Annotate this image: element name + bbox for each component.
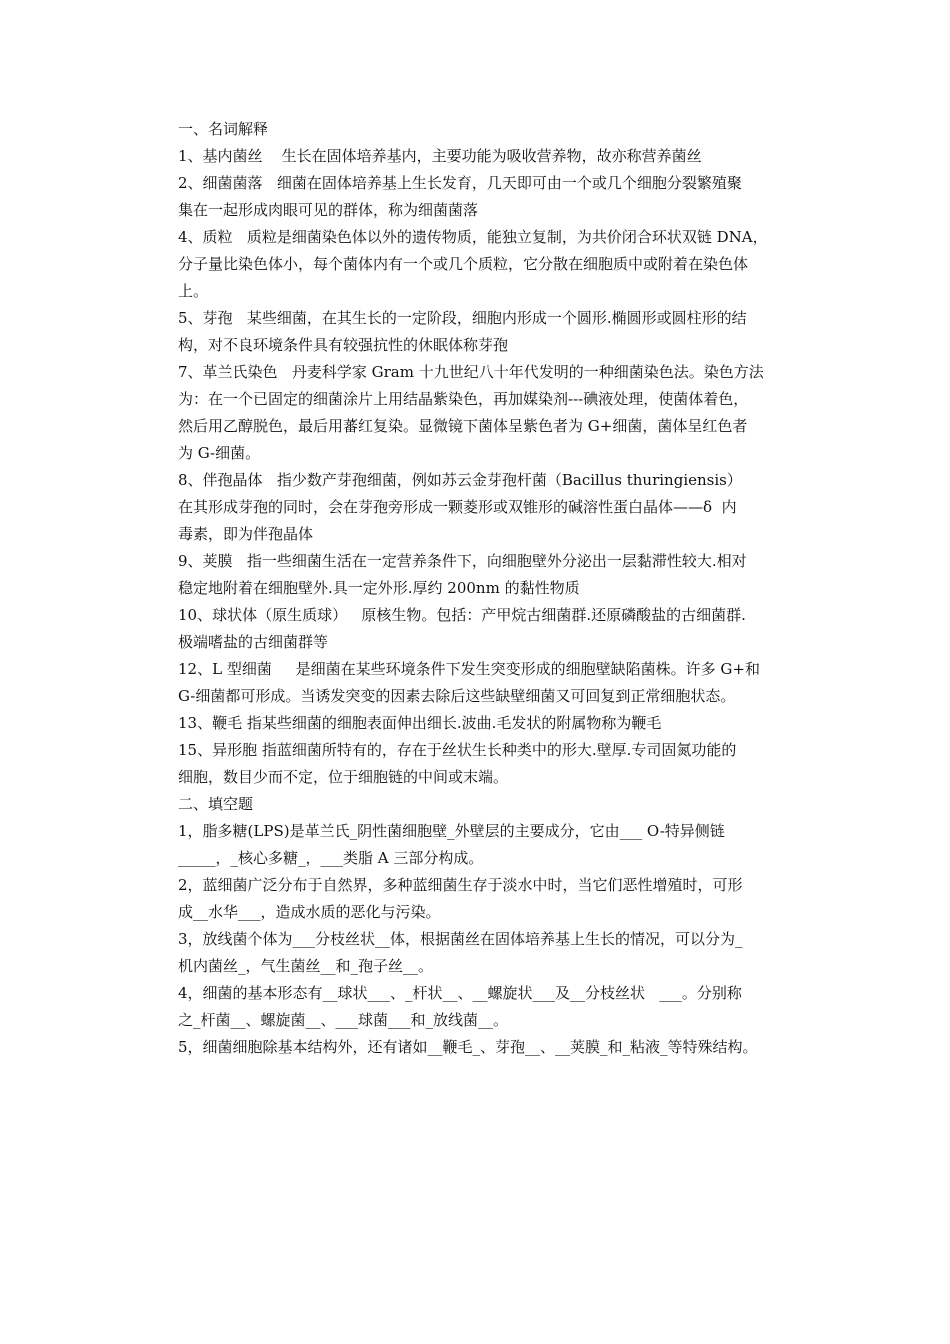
text-line: 之_杆菌__、螺旋菌__、___球菌___和_放线菌__。 bbox=[178, 1011, 509, 1029]
text-line: 5、芽孢 某些细菌，在其生长的一定阶段，细胞内形成一个圆形.椭圆形或圆柱形的结 bbox=[178, 309, 747, 327]
text-line: 5，细菌细胞除基本结构外，还有诸如__鞭毛_、芽孢__、__荚膜_和_粘液_等特殊结构。 bbox=[178, 1038, 758, 1056]
text-line: 2、细菌菌落 细菌在固体培养基上生长发育，几天即可由一个或几个细胞分裂繁殖聚 bbox=[178, 174, 742, 192]
section-title-fill-blanks: 二、填空题 bbox=[178, 795, 254, 813]
text-line: 分子量比染色体小，每个菌体内有一个或几个质粒，它分散在细胞质中或附着在染色体 bbox=[178, 255, 749, 273]
text-line: 1，脂多糖(LPS)是革兰氏_阴性菌细胞壁_外壁层的主要成分，它由___ O-特异侧链 bbox=[178, 822, 725, 840]
text-line: 9、荚膜 指一些细菌生活在一定营养条件下，向细胞壁外分泌出一层黏滞性较大.相对 bbox=[178, 552, 747, 570]
text-line: _____，_核心多糖_，___类脂 A 三部分构成。 bbox=[178, 849, 484, 867]
text-line: 上。 bbox=[178, 282, 209, 300]
text-line: 稳定地附着在细胞壁外.具一定外形.厚约 200nm 的黏性物质 bbox=[178, 579, 580, 597]
text-line: 为：在一个已固定的细菌涂片上用结晶紫染色，再加媒染剂---碘液处理，使菌体着色， bbox=[178, 390, 749, 408]
text-line: 在其形成芽孢的同时，会在芽孢旁形成一颗菱形或双锥形的碱溶性蛋白晶体——δ 内 bbox=[178, 498, 737, 516]
document-page bbox=[178, 116, 810, 1061]
text-line: 毒素，即为伴孢晶体 bbox=[178, 525, 314, 543]
text-line: G-细菌都可形成。当诱发突变的因素去除后这些缺壁细菌又可回复到正常细胞状态。 bbox=[178, 687, 736, 705]
text-line: 细胞，数目少而不定，位于细胞链的中间或末端。 bbox=[178, 768, 509, 786]
text-line: 4，细菌的基本形态有__球状___、_杆状__、__螺旋状___及__分枝丝状 ___。分别称 bbox=[178, 984, 742, 1002]
text-line: 集在一起形成肉眼可见的群体，称为细菌菌落 bbox=[178, 201, 479, 219]
text-line: 机内菌丝_，气生菌丝__和_孢子丝__。 bbox=[178, 957, 434, 975]
text-line: 然后用乙醇脱色，最后用蕃红复染。显微镜下菌体呈紫色者为 G+细菌，菌体呈红色者 bbox=[178, 417, 748, 435]
text-line: 3，放线菌个体为___分枝丝状__体，根据菌丝在固体培养基上生长的情况，可以分为_ bbox=[178, 930, 743, 948]
text-line: 15、异形胞 指蓝细菌所特有的，存在于丝状生长种类中的形大.壁厚.专司固氮功能的 bbox=[178, 741, 737, 759]
section-title-definitions: 一、名词解释 bbox=[178, 120, 269, 138]
text-line: 8、伴孢晶体 指少数产芽孢细菌，例如苏云金芽孢杆菌（Bacillus thuringiensis） bbox=[178, 471, 742, 489]
text-line: 4、质粒 质粒是细菌染色体以外的遗传物质，能独立复制，为共价闭合环状双链 DNA， bbox=[178, 228, 768, 246]
text-line: 成__水华___，造成水质的恶化与污染。 bbox=[178, 903, 441, 921]
text-line: 2，蓝细菌广泛分布于自然界，多种蓝细菌生存于淡水中时，当它们恶性增殖时，可形 bbox=[178, 876, 743, 894]
text-line: 12、L 型细菌 是细菌在某些环境条件下发生突变形成的细胞壁缺陷菌株。许多 G+和 bbox=[178, 660, 760, 678]
text-line: 10、球状体（原生质球） 原核生物。包括：产甲烷古细菌群.还原磷酸盐的古细菌群. bbox=[178, 606, 746, 624]
text-line: 7、革兰氏染色 丹麦科学家 Gram 十九世纪八十年代发明的一种细菌染色法。染色方法 bbox=[178, 363, 764, 381]
text-line: 极端嗜盐的古细菌群等 bbox=[178, 633, 329, 651]
text-line: 构，对不良环境条件具有较强抗性的休眠体称芽孢 bbox=[178, 336, 509, 354]
text-line: 为 G-细菌。 bbox=[178, 444, 261, 462]
text-line: 1、基内菌丝 生长在固体培养基内，主要功能为吸收营养物，故亦称营养菌丝 bbox=[178, 147, 702, 165]
text-line: 13、鞭毛 指某些细菌的细胞表面伸出细长.波曲.毛发状的附属物称为鞭毛 bbox=[178, 714, 662, 732]
